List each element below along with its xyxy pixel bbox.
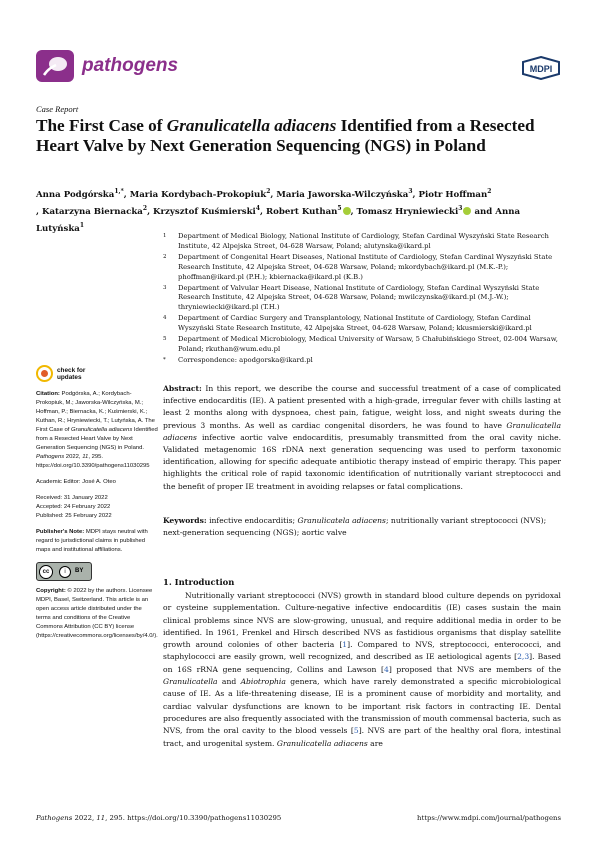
orcid-icon[interactable] [343,207,351,215]
received-date: Received: 31 January 2022 [36,495,108,501]
section-heading-introduction: 1. Introduction [163,577,235,587]
citation-link[interactable]: 1 [342,640,348,650]
citation-link[interactable]: 4 [384,664,389,674]
citation-link[interactable]: 5 [353,726,359,736]
footer-journal-url[interactable]: https://www.mdpi.com/journal/pathogens [417,814,561,822]
affiliation-item: 5 Department of Medical Microbiology, Medical University of Warsaw, 5 Chałubińskiego Street, 02-004 Warsaw, Poland; rkuthan@wum.edu.pl [163,335,558,353]
correspondence: * Correspondence: apodgorska@ikard.pl [163,355,313,364]
publisher-note: Publisher's Note: MDPI stays neutral with regard to jurisdictional claims in published maps and institutional affiliations. [36,529,148,553]
abstract: Abstract: In this report, we describe the course and successful treatment of a case of complicated infective endocarditis (IE). A patient presented with a high-grade, irregular fever with chills lasting at least 2 months along with dyspnoea, chest pain, fatigue, weight loss, and night sweats during the previous 3 months. As well as cardiac congenital disorders, he was found to have Granulicatella adiacens infective aortic valve endocarditis, presumably transmitted from the oral cavity niche. Validated metagenomic 16S rDNA next generation sequencing was used to perform taxonomic identification, allowing for specific adequate antibiotic therapy instead of empiric therapy. This paper highlights the critical role of rapid taxonomic identification of nutritionally variant streptococci and the benefit of proper IE treatment in avoiding relapses or fatal complications. [163,384,561,491]
affiliation-item: 3 Department of Valvular Heart Disease, National Institute of Cardiology, Stefan Cardinal Wyszyński State Research Institute, 42 Alpejska Street, 04-628 Warsaw, Poland; mwilczynska@ikard.pl (M.J.-W.); thryniewiecki@ikard.pl (T.H.) [163,283,540,312]
article-sidebar [36,365,158,648]
article-type: Case Report [36,104,79,114]
affiliation-item: 2 Department of Congenital Heart Diseases, National Institute of Cardiology, Stefan Cardinal Wyszyński State Research Institute, 42 Alpejska Street, 04-628 Warsaw, Poland; mkordybach@ikard.pl (M.K.-P.); phoffman@ikard.pl (P.H.); kbiernacka@ikard.pl (K.B.) [163,252,553,281]
citation-block: Citation: Podgórska, A.; Kordybach-Prokopiuk, M.; Jaworska-Wilczyńska, M.; Hoffman, P.; Biernacka, K.; Kuśmierski, K.; Kuthan, R.; Hryniewiecki, T.; Lutyńska, A. The First Case of Granulicatella adiacens Identified from a Resected Heart Valve by Next Generation Sequencing (NGS) in Poland. Pathogens 2022, 11, 295. https://doi.org/10.3390/pathogens11030295 [36,391,158,469]
footer-citation: Pathogens 2022, 11, 295. https://doi.org/10.3390/pathogens11030295 [36,814,282,822]
introduction-text: Nutritionally variant streptococci (NVS) growth in standard blood culture depends on pyridoxal or cysteine supplementation. Culture-negative infective endocarditis (IE) cases sustain the main clinical problems since NVS are slow-growing, unusual, and require additional media in order to be identified. In 1961, Frenkel and Hirsch described NVS as fastidious organisms that display satellite growth around colonies of other bacteria [1]. Compared to NVS, streptococci, enterococci, and staphylococci are easily grown, well recognized, and described as IE aetiological agents [2,3]. Based on 16S rRNA gene sequencing, Collins and Lawson [4] proposed that NVS are members of the Granulicatella and Abiotrophia genera, which have rarely demonstrated a specific microbiological cause of IE. As a life-threatening disease, IE is a prominent cause of morbidity and mortality, and cardiac valvular dysfunctions are known to be important risk factors in contracting IE. Dental procedures are also frequently associated with the transmission of mouth commensal bacteria, such as NVS, from the oral cavity to the blood vessels [5]. NVS are part of the healthy oral flora, intestinal tract, and urogenital system. Granulicatella adiacens are [163,591,562,748]
cc-by-license-icon[interactable]: cc i BY [36,562,92,581]
citation-link[interactable]: 2,3 [517,652,530,662]
accepted-date: Accepted: 24 February 2022 [36,504,111,510]
journal-name: pathogens [82,55,179,76]
check-for-updates-icon [36,365,53,382]
academic-editor: Academic Editor: José A. Oteo [36,479,116,485]
affiliation-item: 1 Department of Medical Biology, National Institute of Cardiology, Stefan Cardinal Wyszyński State Research Institute, 42 Alpejska Street, 04-628 Warsaw, Poland; alutynska@ikard.pl [163,232,549,250]
affiliation-item: 4 Department of Cardiac Surgery and Transplantology, National Institute of Cardiology, Stefan Cardinal Wyszyński State Research Institute, 42 Alpejska Street, 04-628 Warsaw, Poland; kkusmierski@ikard.pl [163,314,532,333]
pathogens-logo-icon [36,50,74,82]
affiliations [163,232,561,367]
svg-text:MDPI: MDPI [529,64,553,74]
check-for-updates-button[interactable]: check for updates [36,365,158,382]
keywords: Keywords: infective endocarditis; Granulicatela adiacens; nutritionally variant streptococci (NVS); next-generation sequencing (NGS); aortic valve [163,516,547,538]
copyright-notice: Copyright: © 2022 by the authors. Licensee MDPI, Basel, Switzerland. This article is an open access article distributed under the terms and conditions of the Creative Commons Attribution (CC BY) license (https://creativecommons.org/licenses/by/4.0/). [36,588,158,639]
published-date: Published: 25 February 2022 [36,513,112,519]
author-list: Anna Podgórska$^{1,*}$, Maria Kordybach-Prokopiuk$^2$, Maria Jaworska-Wilczyńska$^3$, Piotr Hoffman$^2$ , Katarzyna Biernacka$^2$, Krzysztof Kuśmierski$^4$, Robert Kuthan$^5$ , Tomasz Hryniewiecki$^3$ and Anna Lutyńska$^1$ [36,188,521,234]
paper-title: The First Case of Granulicatella adiacens Identified from a Resected Heart Valve by Next Generation Sequencing (NGS) in Poland [36,116,535,155]
journal-logo[interactable] [36,50,178,82]
mdpi-logo-icon[interactable] [521,56,561,80]
